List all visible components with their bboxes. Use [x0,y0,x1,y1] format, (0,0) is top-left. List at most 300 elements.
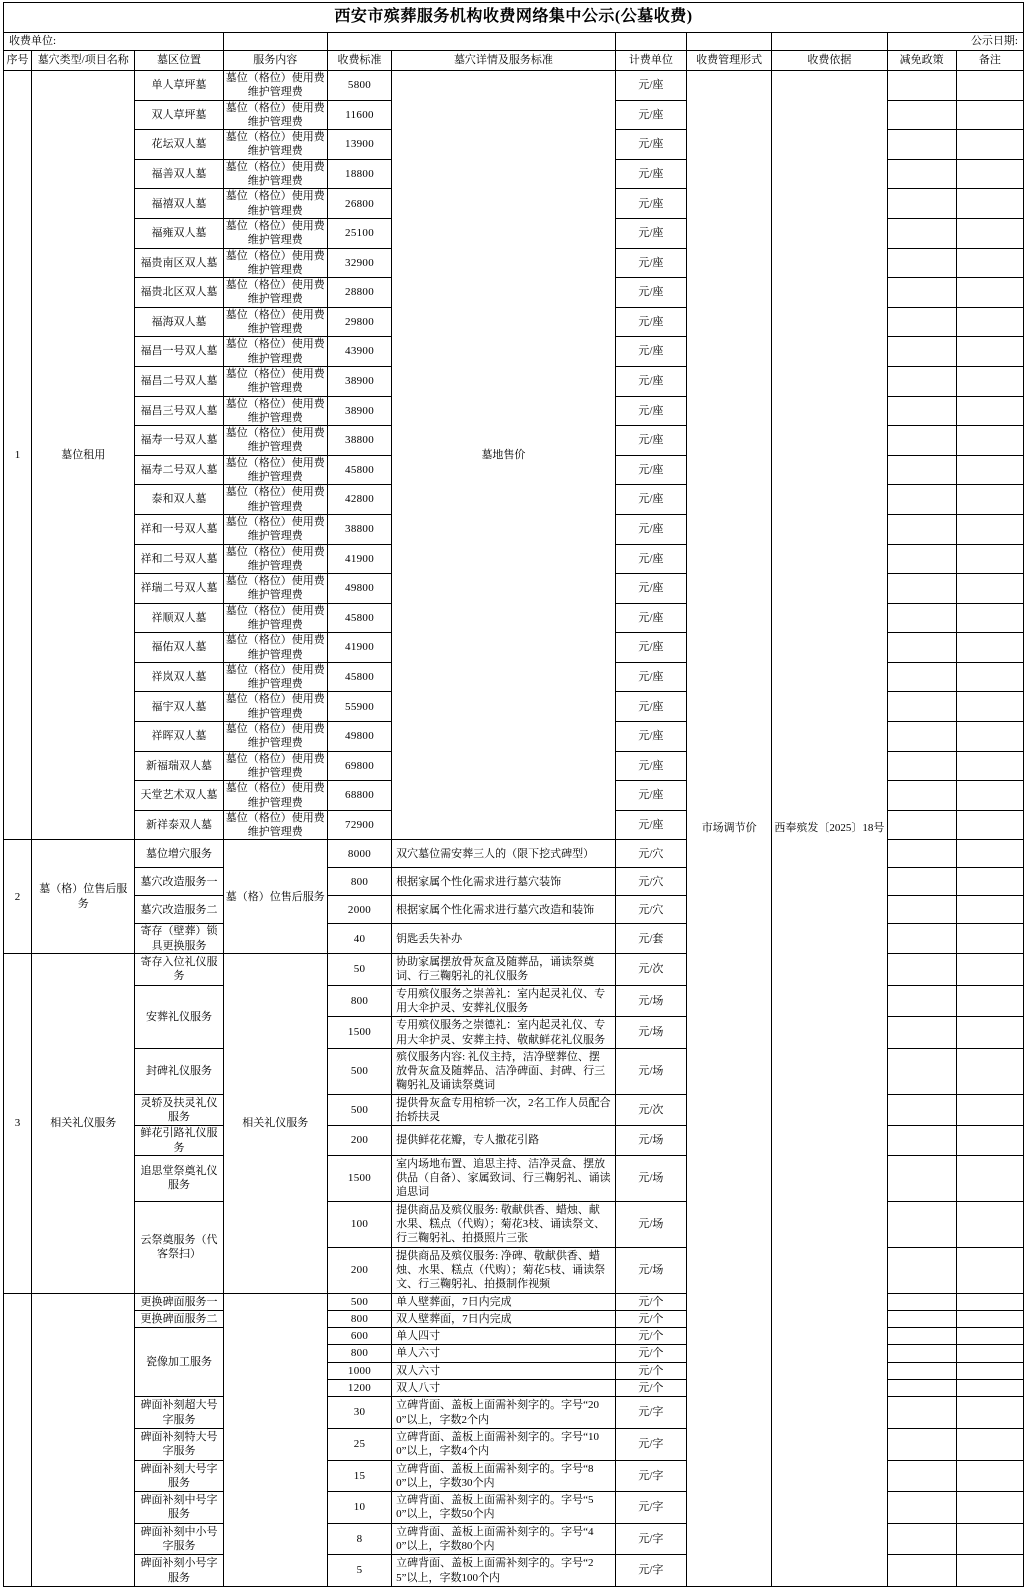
price-cell: 18800 [327,159,391,189]
fee-disclosure-table [3,2,1024,1587]
price-cell: 38800 [327,514,391,544]
unit-cell: 元/字 [615,1397,686,1429]
waiver-cell [887,455,956,485]
detail-cell: 提供商品及殡仪服务: 敬献供香、蜡烛、献水果、糕点（代购）；菊花3枝、诵读祭文、行三鞠躬礼、拍摄照片三张 [392,1201,616,1247]
waiver-cell [887,924,956,954]
remark-cell [956,1048,1023,1094]
service-cell: 墓位（格位）使用费维护管理费 [223,514,327,544]
remark-cell [956,781,1023,811]
remark-cell [956,100,1023,130]
service-cell: 墓位（格位）使用费维护管理费 [223,455,327,485]
waiver-cell [887,603,956,633]
unit-cell: 元/穴 [615,896,686,924]
service-cell: 墓位（格位）使用费维护管理费 [223,426,327,456]
unit-cell: 元/座 [615,722,686,752]
location-cell: 单人草坪墓 [135,71,223,101]
waiver-cell [887,1328,956,1345]
category-cell: 墓位租用 [32,71,135,840]
waiver-cell [887,1523,956,1555]
price-cell: 11600 [327,100,391,130]
unit-cell: 元/座 [615,71,686,101]
remark-cell [956,71,1023,101]
price-cell: 55900 [327,692,391,722]
waiver-cell [887,1048,956,1094]
remark-cell [956,159,1023,189]
price-cell: 30 [327,1397,391,1429]
unit-cell: 元/座 [615,692,686,722]
header-row [4,51,1024,71]
remark-cell [956,1155,1023,1201]
waiver-cell [887,781,956,811]
remark-cell [956,396,1023,426]
detail-cell: 室内场地布置、追思主持、洁净灵盒、摆放供品（自备）、家属致词、行三鞠躬礼、诵读追思词 [392,1155,616,1201]
meta-row [4,33,1024,51]
remark-cell [956,1523,1023,1555]
unit-cell: 元/个 [615,1293,686,1310]
waiver-cell [887,1380,956,1397]
location-cell: 碑面补刻小号字服务 [135,1555,223,1587]
location-cell: 瓷像加工服务 [135,1328,223,1397]
column-header: 收费标准 [327,51,391,71]
price-cell: 38800 [327,426,391,456]
column-header: 墓穴详情及服务标准 [392,51,616,71]
location-cell: 福贵南区双人墓 [135,248,223,278]
price-cell: 5 [327,1555,391,1587]
price-cell: 69800 [327,751,391,781]
detail-cell: 双人壁葬面，7日内完成 [392,1310,616,1327]
unit-cell: 元/座 [615,781,686,811]
charging-unit-label: 收费单位: [4,33,224,51]
unit-cell: 元/场 [615,1126,686,1156]
location-cell: 福寿二号双人墓 [135,455,223,485]
waiver-cell [887,1345,956,1362]
remark-cell [956,574,1023,604]
price-cell: 25 [327,1428,391,1460]
remark-cell [956,366,1023,396]
location-cell: 福宇双人墓 [135,692,223,722]
service-cell: 墓位（格位）使用费维护管理费 [223,71,327,101]
price-cell: 1000 [327,1362,391,1379]
service-cell: 墓位（格位）使用费维护管理费 [223,307,327,337]
waiver-cell [887,751,956,781]
waiver-cell [887,159,956,189]
column-header: 减免政策 [887,51,956,71]
remark-cell [956,1201,1023,1247]
waiver-cell [887,633,956,663]
unit-cell: 元/字 [615,1492,686,1524]
location-cell: 追思堂祭奠礼仪服务 [135,1155,223,1201]
waiver-cell [887,1017,956,1049]
price-cell: 72900 [327,810,391,840]
price-cell: 68800 [327,781,391,811]
management-cell: 市场调节价 [686,71,771,1587]
service-cell: 相关礼仪服务 [223,954,327,1294]
remark-cell [956,1380,1023,1397]
location-cell: 祥岚双人墓 [135,662,223,692]
price-cell: 38900 [327,366,391,396]
price-cell: 15 [327,1460,391,1492]
price-cell: 41900 [327,633,391,663]
location-cell: 福善双人墓 [135,159,223,189]
location-cell: 福昌二号双人墓 [135,366,223,396]
price-cell: 13900 [327,130,391,160]
remark-cell [956,455,1023,485]
service-cell: 墓（格）位售后服务 [223,840,327,954]
remark-cell [956,810,1023,840]
service-cell: 墓位（格位）使用费维护管理费 [223,130,327,160]
meta-empty-cell [223,33,327,51]
unit-cell: 元/个 [615,1380,686,1397]
unit-cell: 元/穴 [615,868,686,896]
location-cell: 祥和二号双人墓 [135,544,223,574]
unit-cell: 元/座 [615,485,686,515]
unit-cell: 元/穴 [615,840,686,868]
remark-cell [956,307,1023,337]
service-cell: 墓位（格位）使用费维护管理费 [223,189,327,219]
waiver-cell [887,1201,956,1247]
unit-cell: 元/座 [615,751,686,781]
service-cell: 墓位（格位）使用费维护管理费 [223,751,327,781]
service-cell: 墓位（格位）使用费维护管理费 [223,722,327,752]
unit-cell: 元/场 [615,1201,686,1247]
column-header: 备注 [956,51,1023,71]
waiver-cell [887,662,956,692]
remark-cell [956,840,1023,868]
remark-cell [956,662,1023,692]
remark-cell [956,868,1023,896]
location-cell: 安葬礼仪服务 [135,985,223,1048]
remark-cell [956,248,1023,278]
unit-cell: 元/座 [615,248,686,278]
remark-cell [956,485,1023,515]
remark-cell [956,633,1023,663]
price-cell: 40 [327,924,391,954]
waiver-cell [887,130,956,160]
waiver-cell [887,985,956,1017]
price-cell: 8000 [327,840,391,868]
price-cell: 45800 [327,603,391,633]
detail-cell: 立碑背面、盖板上面需补刻字的。字号“80”以上，字数30个内 [392,1460,616,1492]
remark-cell [956,1362,1023,1379]
category-cell [32,1293,135,1586]
location-cell: 天堂艺术双人墓 [135,781,223,811]
price-cell: 600 [327,1328,391,1345]
remark-cell [956,218,1023,248]
detail-cell: 根据家属个性化需求进行墓穴改造和装饰 [392,896,616,924]
location-cell: 福佑双人墓 [135,633,223,663]
remark-cell [956,189,1023,219]
waiver-cell [887,1362,956,1379]
location-cell: 灵轿及扶灵礼仪服务 [135,1094,223,1126]
location-cell: 墓穴改造服务二 [135,896,223,924]
unit-cell: 元/套 [615,924,686,954]
service-cell: 墓位（格位）使用费维护管理费 [223,248,327,278]
waiver-cell [887,1460,956,1492]
price-cell: 41900 [327,544,391,574]
remark-cell [956,1345,1023,1362]
remark-cell [956,544,1023,574]
price-cell: 200 [327,1126,391,1156]
waiver-cell [887,1555,956,1587]
price-cell: 28800 [327,278,391,308]
remark-cell [956,337,1023,367]
price-cell: 32900 [327,248,391,278]
remark-cell [956,896,1023,924]
remark-cell [956,1310,1023,1327]
price-cell: 800 [327,985,391,1017]
waiver-cell [887,307,956,337]
location-cell: 墓穴改造服务一 [135,868,223,896]
service-cell: 墓位（格位）使用费维护管理费 [223,692,327,722]
waiver-cell [887,722,956,752]
column-header: 墓穴类型/项目名称 [32,51,135,71]
remark-cell [956,278,1023,308]
column-header: 计费单位 [615,51,686,71]
detail-cell: 协助家属摆放骨灰盒及随葬品，诵读祭奠词、行三鞠躬礼的礼仪服务 [392,954,616,986]
location-cell: 寄存（壁葬）锁具更换服务 [135,924,223,954]
price-cell: 800 [327,1310,391,1327]
detail-cell: 双人八寸 [392,1380,616,1397]
location-cell: 封碑礼仪服务 [135,1048,223,1094]
waiver-cell [887,1126,956,1156]
waiver-cell [887,1397,956,1429]
waiver-cell [887,896,956,924]
price-cell: 500 [327,1293,391,1310]
waiver-cell [887,100,956,130]
unit-cell: 元/字 [615,1460,686,1492]
location-cell: 福寿一号双人墓 [135,426,223,456]
remark-cell [956,1397,1023,1429]
detail-cell: 立碑背面、盖板上面需补刻字的。字号“100”以上，字数4个内 [392,1428,616,1460]
waiver-cell [887,840,956,868]
meta-empty-cell [327,33,615,51]
location-cell: 祥瑞二号双人墓 [135,574,223,604]
location-cell: 碑面补刻中小号字服务 [135,1523,223,1555]
unit-cell: 元/座 [615,603,686,633]
waiver-cell [887,574,956,604]
price-cell: 5800 [327,71,391,101]
remark-cell [956,130,1023,160]
column-header: 收费管理形式 [686,51,771,71]
remark-cell [956,985,1023,1017]
waiver-cell [887,868,956,896]
unit-cell: 元/座 [615,810,686,840]
remark-cell [956,1094,1023,1126]
waiver-cell [887,396,956,426]
seq-cell [4,1293,32,1586]
service-cell: 墓位（格位）使用费维护管理费 [223,603,327,633]
detail-cell: 立碑背面、盖板上面需补刻字的。字号“40”以上，字数80个内 [392,1523,616,1555]
location-cell: 碑面补刻特大号字服务 [135,1428,223,1460]
service-cell [223,1293,327,1586]
waiver-cell [887,366,956,396]
price-cell: 500 [327,1094,391,1126]
location-cell: 泰和双人墓 [135,485,223,515]
detail-cell: 墓地售价 [392,71,616,840]
unit-cell: 元/字 [615,1428,686,1460]
unit-cell: 元/字 [615,1523,686,1555]
waiver-cell [887,954,956,986]
waiver-cell [887,1492,956,1524]
location-cell: 祥顺双人墓 [135,603,223,633]
detail-cell: 提供骨灰盒专用棺轿一次，2名工作人员配合抬轿扶灵 [392,1094,616,1126]
price-cell: 38900 [327,396,391,426]
unit-cell: 元/座 [615,544,686,574]
service-cell: 墓位（格位）使用费维护管理费 [223,218,327,248]
remark-cell [956,1126,1023,1156]
unit-cell: 元/场 [615,1155,686,1201]
location-cell: 新福瑞双人墓 [135,751,223,781]
service-cell: 墓位（格位）使用费维护管理费 [223,396,327,426]
waiver-cell [887,544,956,574]
location-cell: 更换碑面服务二 [135,1310,223,1327]
meta-empty-cell [686,33,771,51]
location-cell: 寄存入位礼仪服务 [135,954,223,986]
location-cell: 双人草坪墓 [135,100,223,130]
page-title: 西安市殡葬服务机构收费网络集中公示(公墓收费) [4,3,1024,33]
price-cell: 26800 [327,189,391,219]
column-header: 墓区位置 [135,51,223,71]
waiver-cell [887,278,956,308]
location-cell: 鲜花引路礼仪服务 [135,1126,223,1156]
unit-cell: 元/个 [615,1310,686,1327]
seq-cell: 3 [4,954,32,1294]
detail-cell: 立碑背面、盖板上面需补刻字的。字号“25”以上，字数100个内 [392,1555,616,1587]
detail-cell: 立碑背面、盖板上面需补刻字的。字号“200”以上，字数2个内 [392,1397,616,1429]
location-cell: 祥晖双人墓 [135,722,223,752]
service-cell: 墓位（格位）使用费维护管理费 [223,337,327,367]
remark-cell [956,722,1023,752]
waiver-cell [887,1155,956,1201]
unit-cell: 元/场 [615,985,686,1017]
unit-cell: 元/座 [615,100,686,130]
price-cell: 1500 [327,1017,391,1049]
waiver-cell [887,1310,956,1327]
unit-cell: 元/场 [615,1048,686,1094]
title-row [4,3,1024,33]
category-cell: 相关礼仪服务 [32,954,135,1294]
service-cell: 墓位（格位）使用费维护管理费 [223,662,327,692]
price-cell: 100 [327,1201,391,1247]
price-cell: 50 [327,954,391,986]
waiver-cell [887,426,956,456]
meta-empty-cell [615,33,686,51]
unit-cell: 元/座 [615,633,686,663]
remark-cell [956,924,1023,954]
detail-cell: 单人四寸 [392,1328,616,1345]
unit-cell: 元/座 [615,130,686,160]
location-cell: 云祭奠服务（代客祭扫） [135,1201,223,1293]
remark-cell [956,603,1023,633]
waiver-cell [887,1247,956,1293]
remark-cell [956,514,1023,544]
price-cell: 45800 [327,662,391,692]
service-cell: 墓位（格位）使用费维护管理费 [223,278,327,308]
detail-cell: 殡仪服务内容: 礼仪主持，洁净壁葬位、摆放骨灰盒及随葬品、洁净碑面、封碑、行三鞠躬礼及诵读祭奠词 [392,1048,616,1094]
location-cell: 更换碑面服务一 [135,1293,223,1310]
waiver-cell [887,1293,956,1310]
unit-cell: 元/字 [615,1555,686,1587]
detail-cell: 立碑背面、盖板上面需补刻字的。字号“50”以上，字数50个内 [392,1492,616,1524]
remark-cell [956,1328,1023,1345]
unit-cell: 元/场 [615,1017,686,1049]
unit-cell: 元/座 [615,662,686,692]
service-cell: 墓位（格位）使用费维护管理费 [223,633,327,663]
price-cell: 800 [327,1345,391,1362]
remark-cell [956,1017,1023,1049]
waiver-cell [887,337,956,367]
table-row [4,71,1024,101]
publish-date-label: 公示日期: [887,33,1023,51]
unit-cell: 元/个 [615,1362,686,1379]
location-cell: 福昌一号双人墓 [135,337,223,367]
price-cell: 42800 [327,485,391,515]
remark-cell [956,1293,1023,1310]
location-cell: 碑面补刻大号字服务 [135,1460,223,1492]
waiver-cell [887,485,956,515]
unit-cell: 元/次 [615,954,686,986]
location-cell: 福雍双人墓 [135,218,223,248]
price-cell: 1200 [327,1380,391,1397]
unit-cell: 元/个 [615,1345,686,1362]
price-cell: 10 [327,1492,391,1524]
waiver-cell [887,692,956,722]
column-header: 服务内容 [223,51,327,71]
waiver-cell [887,248,956,278]
waiver-cell [887,71,956,101]
service-cell: 墓位（格位）使用费维护管理费 [223,100,327,130]
service-cell: 墓位（格位）使用费维护管理费 [223,366,327,396]
waiver-cell [887,189,956,219]
price-cell: 49800 [327,574,391,604]
detail-cell: 钥匙丢失补办 [392,924,616,954]
service-cell: 墓位（格位）使用费维护管理费 [223,485,327,515]
unit-cell: 元/座 [615,278,686,308]
detail-cell: 专用殡仪服务之崇善礼：室内起灵礼仪、专用大伞护灵、安葬礼仪服务 [392,985,616,1017]
remark-cell [956,751,1023,781]
basis-cell: 西奉殡发〔2025〕18号 [772,71,887,1587]
unit-cell: 元/座 [615,426,686,456]
location-cell: 花坛双人墓 [135,130,223,160]
service-cell: 墓位（格位）使用费维护管理费 [223,781,327,811]
service-cell: 墓位（格位）使用费维护管理费 [223,810,327,840]
unit-cell: 元/次 [615,1094,686,1126]
detail-cell: 双穴墓位需安葬三人的（限下挖式碑型） [392,840,616,868]
unit-cell: 元/座 [615,189,686,219]
location-cell: 福海双人墓 [135,307,223,337]
waiver-cell [887,218,956,248]
remark-cell [956,692,1023,722]
location-cell: 福禧双人墓 [135,189,223,219]
price-cell: 500 [327,1048,391,1094]
location-cell: 碑面补刻中号字服务 [135,1492,223,1524]
unit-cell: 元/座 [615,307,686,337]
price-cell: 43900 [327,337,391,367]
location-cell: 新祥泰双人墓 [135,810,223,840]
unit-cell: 元/座 [615,337,686,367]
service-cell: 墓位（格位）使用费维护管理费 [223,544,327,574]
remark-cell [956,426,1023,456]
waiver-cell [887,1428,956,1460]
unit-cell: 元/座 [615,159,686,189]
unit-cell: 元/座 [615,366,686,396]
detail-cell: 根据家属个性化需求进行墓穴装饰 [392,868,616,896]
detail-cell: 专用殡仪服务之崇德礼：室内起灵礼仪、专用大伞护灵、安葬主持、敬献鲜花礼仪服务 [392,1017,616,1049]
unit-cell: 元/座 [615,455,686,485]
price-cell: 1500 [327,1155,391,1201]
price-cell: 29800 [327,307,391,337]
detail-cell: 单人六寸 [392,1345,616,1362]
